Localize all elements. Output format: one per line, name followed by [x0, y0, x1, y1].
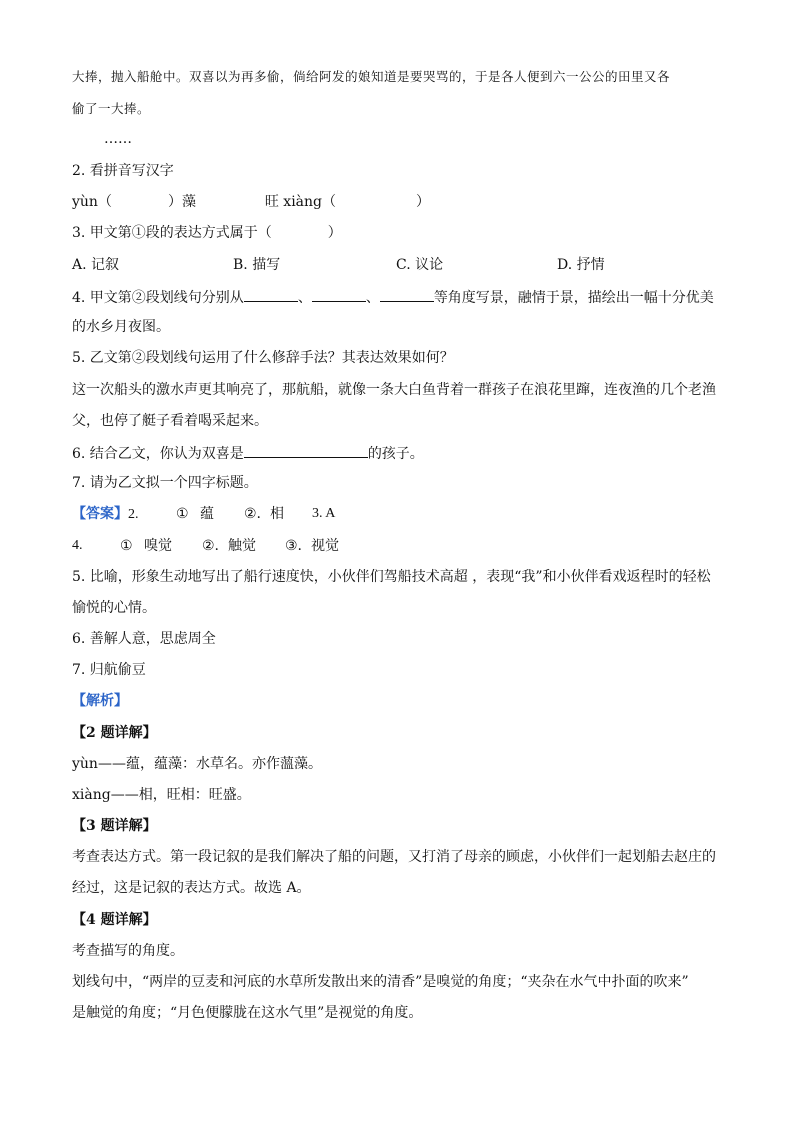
q4-sep-1: 、	[297, 290, 312, 306]
detail-2-line-2: xiàng——相，旺相：旺盛。	[72, 787, 251, 803]
answer-4-w1: 嗅觉	[144, 538, 172, 554]
detail-4-line-2: 划线句中，“两岸的豆麦和河底的水草所发散出来的清香”是嗅觉的角度；“夹杂在水气中扑面的吹来”	[72, 974, 689, 990]
q7-stem: 7. 请为乙文拟一个四字标题。	[72, 475, 258, 491]
answer-2-num: 2.	[128, 507, 139, 522]
q2-stem: 2. 看拼音写汉字	[72, 163, 174, 179]
analysis-label: 【解析】	[72, 693, 128, 709]
q5-stem: 5. 乙文第②段划线句运用了什么修辞手法？其表达效果如何？	[72, 350, 454, 366]
q5-quote-2: 父，也停了艇子看着喝采起来。	[72, 413, 268, 429]
detail-2-title: 【2 题详解】	[72, 725, 157, 741]
answer-3: 3. A	[312, 506, 336, 521]
q3-stem: 3. 甲文第①段的表达方式属于（ ）	[72, 225, 342, 241]
answer-5-line-2: 愉悦的心情。	[72, 600, 156, 616]
q4-part-1: 4. 甲文第②段划线句分别从	[72, 290, 244, 306]
answer-2-c1: ①	[176, 506, 189, 522]
q2-close-2: ）	[416, 194, 431, 210]
answer-4-c2: ②.	[202, 538, 220, 554]
q4-line-2: 的水乡月夜图。	[72, 319, 170, 335]
answer-2-w1: 蕴	[200, 506, 214, 522]
q5-quote-1: 这一次船头的激水声更其响亮了，那航船，就像一条大白鱼背着一群孩子在浪花里蹿，连夜渔的几个老渔	[72, 382, 716, 398]
answer-4-w3: 视觉	[311, 538, 339, 554]
answer-7: 7. 归航偷豆	[72, 662, 146, 678]
q4-blank-3[interactable]	[380, 287, 434, 302]
q4-blank-1[interactable]	[244, 287, 298, 302]
q6-line	[72, 443, 424, 463]
q6-part-2: 的孩子。	[367, 446, 424, 462]
q4-line-1	[72, 287, 714, 307]
q6-blank[interactable]	[244, 443, 368, 458]
detail-4-line-3: 是触觉的角度；“月色便朦胧在这水气里”是视觉的角度。	[72, 1005, 423, 1021]
q2-close-1: ）藻	[167, 194, 196, 210]
q4-blank-2[interactable]	[312, 287, 366, 302]
q2-items	[72, 193, 430, 211]
detail-3-title: 【3 题详解】	[72, 818, 157, 834]
q6-part-1: 6. 结合乙文，你认为双喜是	[72, 446, 244, 462]
answer-4-c1: ①	[120, 538, 133, 554]
q3-option-d[interactable]: D. 抒情	[557, 257, 605, 273]
detail-4-line-1: 考查描写的角度。	[72, 943, 184, 959]
q4-sep-2: 、	[365, 290, 380, 306]
detail-2-line-1: yùn——蕴，蕴藻：水草名。亦作薀藻。	[72, 756, 322, 772]
q3-option-b[interactable]: B. 描写	[233, 257, 281, 273]
q4-part-2: 等角度写景，融情于景，描绘出一幅十分优美	[433, 290, 714, 306]
q3-option-c[interactable]: C. 议论	[396, 257, 444, 273]
detail-4-title: 【4 题详解】	[72, 912, 157, 928]
answer-4-w2: 触觉	[228, 538, 256, 554]
answer-6: 6. 善解人意，思虑周全	[72, 631, 216, 647]
passage-line-1: 大捧，抛入船舱中。双喜以为再多偷，倘给阿发的娘知道是要哭骂的，于是各人便到六一公公的田里又各	[72, 69, 671, 84]
q2-pinyin-1: yùn（	[72, 194, 112, 210]
detail-3-line-1: 考查表达方式。第一段记叙的是我们解决了船的问题，又打消了母亲的顾虑，小伙伴们一起划船去赵庄的	[72, 849, 716, 865]
answer-4-num: 4.	[72, 538, 83, 553]
passage-ellipsis: ……	[104, 131, 132, 147]
q3-option-a[interactable]: A. 记叙	[72, 257, 120, 273]
answer-5-line-1: 5. 比喻，形象生动地写出了船行速度快，小伙伴们驾船技术高超 ，表现“我”和小伙伴看戏返程时的轻松	[72, 569, 711, 585]
answer-2-c2: ②.	[244, 506, 262, 522]
answer-2-w2: 相	[270, 506, 284, 522]
answer-line	[72, 505, 139, 524]
answer-label: 【答案】	[72, 506, 128, 522]
q2-pinyin-2: 旺 xiàng（	[264, 194, 337, 210]
passage-line-2: 偷了一大捧。	[72, 101, 151, 116]
answer-4-c3: ③.	[285, 538, 303, 554]
detail-3-line-2: 经过，这是记叙的表达方式。故选 A。	[72, 880, 311, 896]
